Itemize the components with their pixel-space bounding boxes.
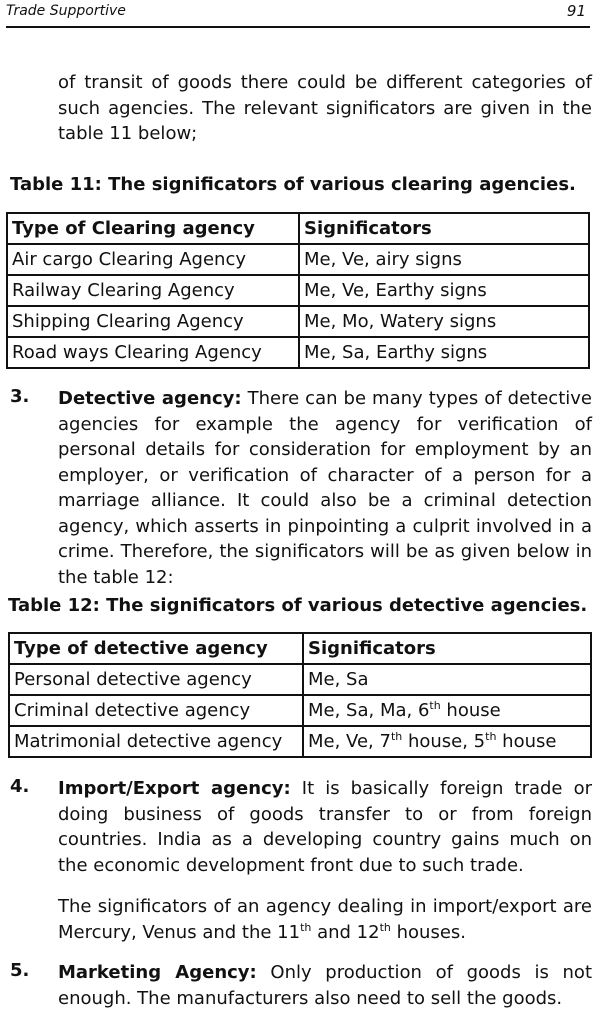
table-12-caption: Table 12: The significators of various detective agencies. — [8, 595, 588, 616]
item-4-p2-text: and 12 — [311, 921, 380, 943]
ordinal-suffix: th — [300, 920, 312, 934]
table-header-cell: Type of Clearing agency — [7, 213, 299, 244]
table-row — [7, 275, 589, 306]
table-cell: Matrimonial detective agency — [9, 726, 303, 757]
table-cell: Me, Sa — [303, 664, 591, 695]
table-cell: Personal detective agency — [9, 664, 303, 695]
table-cell: Railway Clearing Agency — [7, 275, 299, 306]
item-4-p2-text: houses. — [390, 921, 466, 943]
item-4-text: It is basically foreign trade or doing business of goods transfer to or from foreign countries. India as a developing country gains much on the economic development front due to such trade. — [58, 778, 592, 876]
table-header-cell: Significators — [299, 213, 589, 244]
table-cell: Shipping Clearing Agency — [7, 306, 299, 337]
table-cell: Me, Mo, Watery signs — [299, 306, 589, 337]
sig-text: house — [496, 731, 557, 752]
table-cell — [303, 695, 591, 726]
item-4-paragraph-2 — [58, 894, 592, 945]
sig-text: Me, Sa, Ma, 6 — [308, 700, 430, 721]
table-row — [7, 306, 589, 337]
item-3-number: 3. — [10, 386, 30, 407]
table-cell: Air cargo Clearing Agency — [7, 244, 299, 275]
item-4-paragraph — [58, 776, 592, 878]
ordinal-suffix: th — [379, 920, 391, 934]
table-cell: Me, Sa, Earthy signs — [299, 337, 589, 368]
sig-text: Me, Ve, 7 — [308, 731, 391, 752]
item-3-text: There can be many types of detective agencies for example the agency for verification of personal details for consideration for employment by an employer, or verification of character of a person for a marriage alliance. It could also be a criminal detection agency, which asserts in pinpointing a culprit involved in a crime. Therefore, the significators will be as given below in the table 12: — [58, 388, 592, 588]
table-row — [9, 726, 591, 757]
sig-text: house — [440, 700, 501, 721]
table-row — [9, 664, 591, 695]
table-row — [7, 244, 589, 275]
table-row — [9, 695, 591, 726]
table-header-row — [9, 633, 591, 664]
item-5-text: Only production of goods is not enough. The manufacturers also need to sell the goods. — [58, 962, 592, 1009]
table-cell: Me, Ve, Earthy signs — [299, 275, 589, 306]
item-5-paragraph — [58, 960, 592, 1011]
table-11-caption: Table 11: The significators of various clearing agencies. — [10, 174, 576, 195]
sig-text: house, 5 — [402, 731, 486, 752]
table-header-cell: Significators — [303, 633, 591, 664]
table-11 — [6, 212, 590, 369]
table-cell: Criminal detective agency — [9, 695, 303, 726]
running-header — [6, 0, 590, 28]
ordinal-suffix: th — [429, 699, 441, 712]
table-cell: Road ways Clearing Agency — [7, 337, 299, 368]
item-4-title: Import/Export agency: — [58, 778, 291, 799]
ordinal-suffix: th — [485, 730, 497, 743]
table-cell: Me, Ve, airy signs — [299, 244, 589, 275]
table-row — [7, 337, 589, 368]
intro-paragraph: of transit of goods there could be different categories of such agencies. The relevant significators are given in the table 11 below; — [58, 72, 592, 144]
item-5-number: 5. — [10, 960, 30, 981]
item-3-title: Detective agency: — [58, 388, 242, 409]
item-5-title: Marketing Agency: — [58, 962, 257, 983]
page-number: 91 — [566, 2, 586, 20]
table-header-row — [7, 213, 589, 244]
item-4-p2-text: The significators of an agency dealing in import/export are Mercury, Venus and the 11 — [58, 896, 592, 943]
table-header-cell: Type of detective agency — [9, 633, 303, 664]
table-cell — [303, 726, 591, 757]
ordinal-suffix: th — [390, 730, 403, 743]
running-title: Trade Supportive — [6, 3, 126, 19]
table-12 — [8, 632, 592, 758]
item-4-number: 4. — [10, 776, 30, 797]
item-3-paragraph — [58, 386, 592, 590]
